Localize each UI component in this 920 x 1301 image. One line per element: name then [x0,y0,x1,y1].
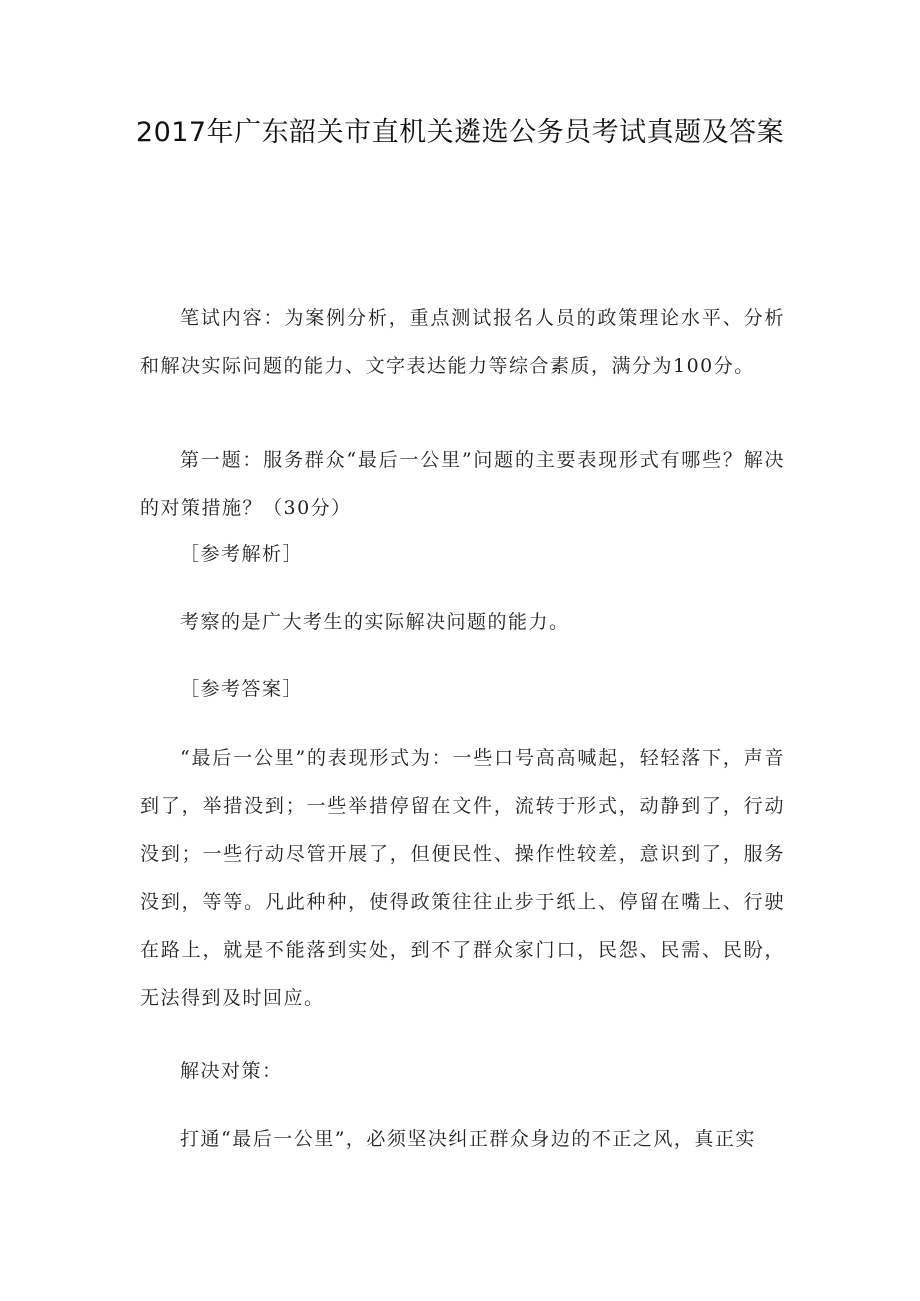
paragraph-solutions: 打通“最后一公里”，必须坚决纠正群众身边的不正之风，真正实 [180,1128,756,1150]
paragraph-answer: “最后一公里”的表现形式为：一些口号高高喊起，轻轻落下，声音到了，举措没到；一些举措停留在文件，流转于形式，动静到了，行动没到；一些行动尽管开展了，但便民性、操作性较差，意识到了，服务没到，等等。凡此种种，使得政策往往止步于纸上、停留在嘴上、行驶在路上，就是不能落到实处，到不了群众家门口，民怨、民需、民盼，无法得到及时回应。 [140,747,785,1009]
document-title: 2017年广东韶关市直机关遴选公务员考试真题及答案 [135,117,785,148]
paragraph-exam-content: 笔试内容：为案例分析，重点测试报名人员的政策理论水平、分析和解决实际问题的能力、文字表达能力等综合素质，满分为100分。 [140,307,785,377]
paragraph-analysis: 考察的是广大考生的实际解决问题的能力。 [180,611,570,633]
heading-reference-answer: ［参考答案］ [180,678,304,700]
paragraph-question-one: 第一题：服务群众“最后一公里”问题的主要表现形式有哪些？解决的对策措施？（30分） [140,449,785,519]
heading-solutions: 解决对策： [180,1060,283,1082]
heading-reference-analysis: ［参考解析］ [180,543,304,565]
